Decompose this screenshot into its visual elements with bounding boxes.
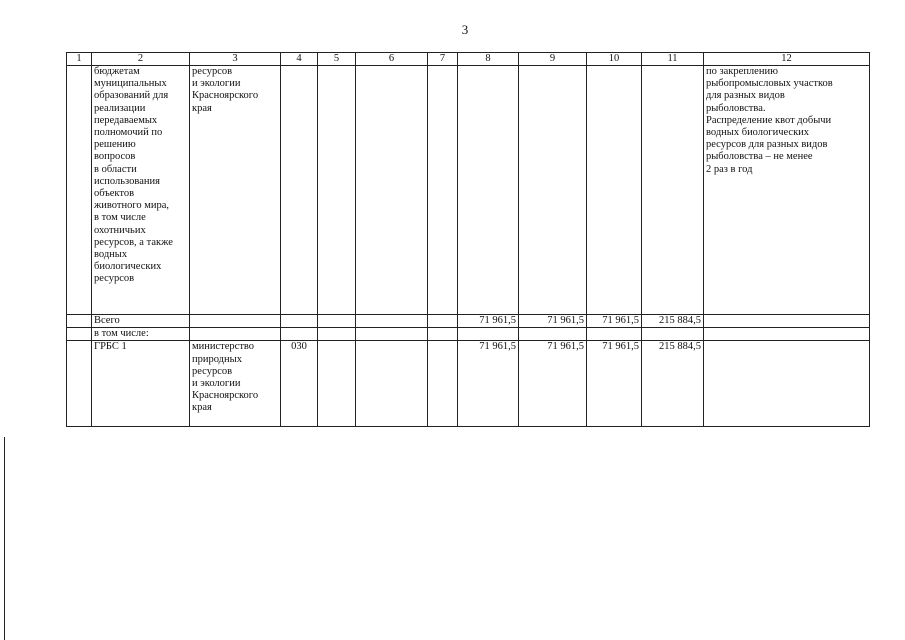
grbs-col11: 215 884,5 [642,341,704,427]
text-line: объектов [94,188,135,200]
cell-empty [318,328,356,341]
cell-empty [281,66,318,315]
header-cell-10: 10 [587,53,642,66]
total-col11: 215 884,5 [642,315,704,328]
cell-empty [281,328,318,341]
text-line: вопросов [94,151,136,163]
cell-empty [428,66,458,315]
cell-empty [67,66,92,315]
cell-empty [318,315,356,328]
header-cell-6: 6 [356,53,428,66]
cell-empty [458,66,519,315]
grbs-code: 030 [281,341,318,427]
cell-empty [642,66,704,315]
text-line: ресурсов [94,273,135,285]
cell-empty [428,328,458,341]
cell-empty [587,66,642,315]
text-line: природных [192,353,242,365]
text-line: министерство [192,341,255,353]
text-line: водных биологических [706,127,810,139]
text-line: и экологии [192,378,241,390]
grbs-executor [190,341,281,427]
header-cell-1: 1 [67,53,92,66]
grbs-row [67,341,870,427]
header-cell-2: 2 [92,53,190,66]
text-line: для разных видов [706,90,785,102]
text-line: животного мира, [94,200,170,212]
total-col9: 71 961,5 [519,315,587,328]
cell-empty [190,328,281,341]
text-line: биологических [94,261,162,273]
text-line: охотничьих [94,224,146,236]
header-cell-4: 4 [281,53,318,66]
total-row [67,315,870,328]
text-line: рыбопромысловых участков [706,78,833,90]
cell-empty [519,328,587,341]
header-cell-12: 12 [704,53,870,66]
page-number: 3 [461,22,469,37]
cell-empty [67,328,92,341]
text-line: ресурсов [192,66,233,77]
text-line: Красноярского [192,390,259,402]
text-line: по закреплению [706,66,778,77]
header-row [67,53,870,66]
cell-empty [704,315,870,328]
cell-empty [318,66,356,315]
cell-empty [281,315,318,328]
cell-empty [519,66,587,315]
cell-empty [356,328,428,341]
header-cell-11: 11 [642,53,704,66]
text-line: Красноярского [192,90,259,102]
text-line: ресурсов [192,365,233,377]
text-line: решению [94,139,136,151]
cell-empty [318,341,356,427]
cell-empty [428,341,458,427]
text-line: муниципальных [94,78,167,90]
text-line: в области [94,163,137,175]
purpose-description [92,66,190,315]
text-line: края [192,102,212,114]
text-line: использования [94,175,160,187]
cell-empty [642,328,704,341]
text-line: Распределение квот добычи [706,114,832,126]
cell-empty [458,328,519,341]
text-line: края [192,402,212,414]
header-cell-3: 3 [190,53,281,66]
cell-empty [587,328,642,341]
cell-empty [67,341,92,427]
budget-table [66,52,870,427]
cell-empty [428,315,458,328]
text-line: водных [94,249,128,261]
header-cell-8: 8 [458,53,519,66]
text-line: ресурсов, а также [94,236,173,248]
cell-empty [356,315,428,328]
text-line: 2 раз в год [706,163,753,175]
total-label: Всего [92,315,190,328]
total-col8: 71 961,5 [458,315,519,328]
grbs-col10: 71 961,5 [587,341,642,427]
cell-empty [356,341,428,427]
cell-empty [67,315,92,328]
margin-rule [4,437,5,640]
cell-empty [190,315,281,328]
expected-result [704,66,870,315]
grbs-label: ГРБС 1 [92,341,190,427]
text-line: ресурсов для разных видов [706,139,828,151]
responsible-executor [190,66,281,315]
header-cell-7: 7 [428,53,458,66]
including-label: в том числе: [92,328,190,341]
header-cell-9: 9 [519,53,587,66]
cell-empty [356,66,428,315]
grbs-col8: 71 961,5 [458,341,519,427]
total-col10: 71 961,5 [587,315,642,328]
continuation-row [67,66,870,315]
text-line: передаваемых [94,114,158,126]
text-line: в том числе [94,212,146,224]
text-line: реализации [94,102,146,114]
text-line: полномочий по [94,127,163,139]
grbs-col9: 71 961,5 [519,341,587,427]
text-line: бюджетам [94,66,140,77]
header-cell-5: 5 [318,53,356,66]
text-line: рыболовства. [706,102,766,114]
cell-empty [704,328,870,341]
text-line: образований для [94,90,169,102]
cell-empty [704,341,870,427]
text-line: рыболовства – не менее [706,151,813,163]
including-row [67,328,870,341]
text-line: и экологии [192,78,241,90]
